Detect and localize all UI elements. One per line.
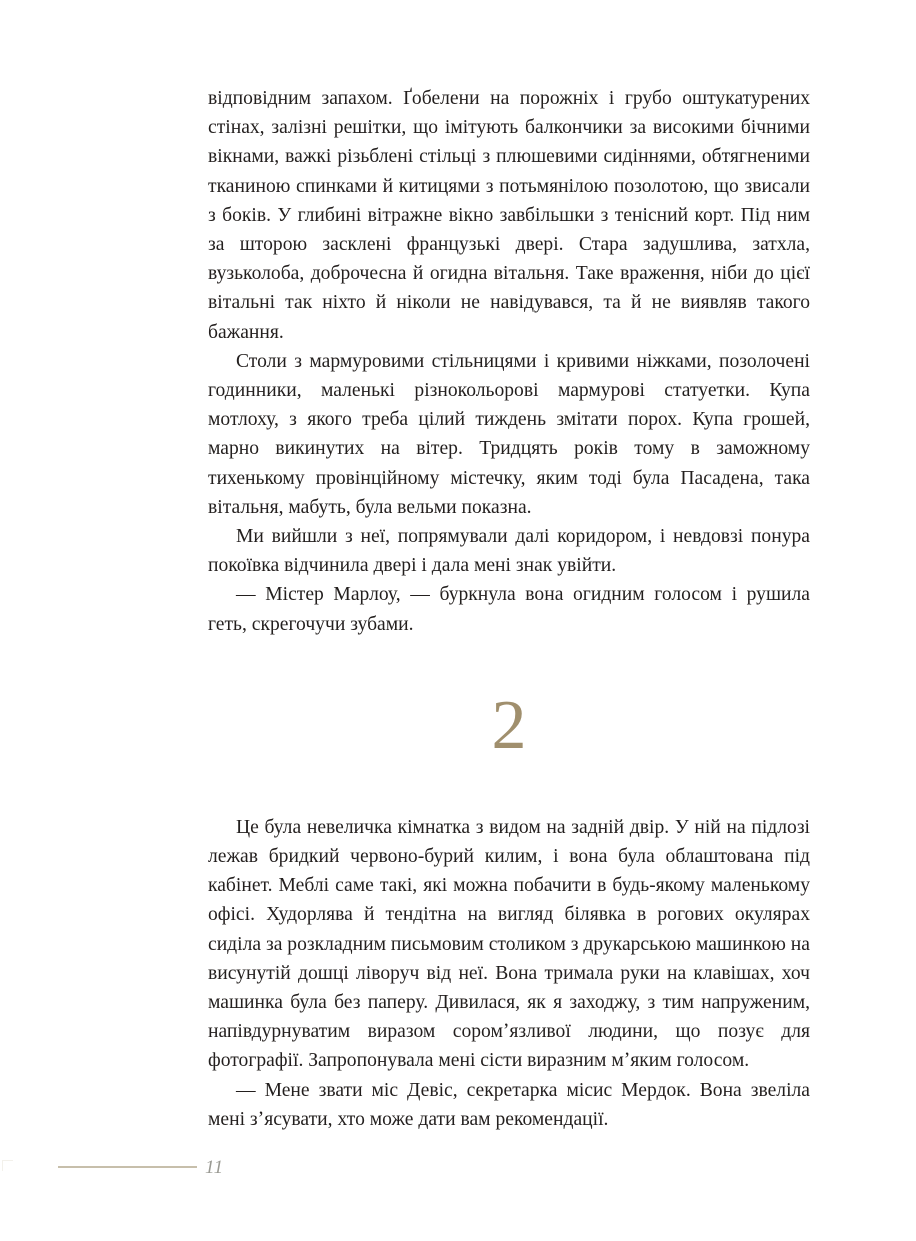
paragraph-dialogue: — Мене звати міс Девіс, секретарка місис Мердок. Вона звеліла мені зʼясувати, хто може дати вам рекомендації. (208, 1079, 810, 1130)
paragraph: Ми вийшли з неї, попрямували далі коридором, і невдовзі понура покоївка відчинила двері і дала мені знак увійти. (208, 526, 810, 577)
chapter-spacer-bottom (208, 761, 810, 813)
footer-decorative-rule (58, 1166, 197, 1168)
paragraph: відповідним запахом. Ґобелени на порожніх і грубо оштукатурених стінах, залізні решітки, що імітують балкончики за високими бічними вікнами, важкі різьблені стільці з плюшевими сидіннями, обтягненими тканиною спинками й китицями з потьмянілою позолотою, що звисали з боків. У глибині вітражне вікно завбільшки з тенісний корт. Під ним за шторою засклені французькі двері. Стара задушлива, затхла, вузьколоба, доброчесна й огидна вітальня. Таке враження, ніби до цієї вітальні так ніхто й ніколи не навідувався, та й не виявляв такого бажання. (208, 88, 810, 343)
page-text-block (208, 84, 810, 1134)
paragraph: Це була невеличка кімнатка з видом на задній двір. У ній на підлозі лежав бридкий червоно-бурий килим, і вона була облаштована під кабінет. Меблі саме такі, які можна побачити в будь-якому маленькому офісі. Худорлява й тендітна на вигляд білявка в рогових окулярах сиділа за розкладним письмовим столиком з друкарською машинкою на висунутій дошці ліворуч від неї. Вона тримала руки на клавішах, хоч машинка була без паперу. Дивилася, як я заходжу, з тим напруженим, напівдурнуватим виразом соромʼязливої людини, що позує для фотографії. Запропонувала мені сісти виразним мʼяким голосом. (208, 816, 810, 1072)
page-footer (0, 1155, 916, 1185)
chapter-spacer-top (208, 639, 810, 691)
page-number: 11 (205, 1157, 224, 1178)
paragraph-dialogue: — Містер Марлоу, — буркнула вона огидним голосом і рушила геть, скрегочучи зубами. (208, 584, 810, 635)
chapter-number: 2 (491, 686, 527, 764)
paragraph: Столи з мармуровими стільницями і кривими ніжками, позолочені годинники, маленькі різнокольорові мармурові статуетки. Купа мотлоху, з якого треба цілий тиждень змітати порох. Купа грошей, марно викинутих на вітер. Тридцять років тому в заможному тихенькому провінційному містечку, яким тоді була Пасадена, така вітальня, мабуть, була вельми показна. (208, 350, 810, 518)
page-edge-mark (2, 1160, 13, 1171)
